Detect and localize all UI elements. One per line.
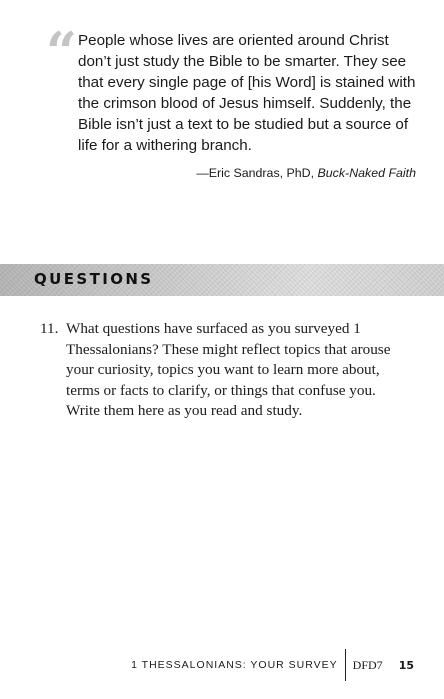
page-number: 15 [398, 658, 414, 672]
question-text: What questions have surfaced as you surveyed 1 Thessalonians? These might reflect topics that arouse your curiosity, topics you want to learn more about, terms or facts to clarify, or things that confuse you. Write them here as you read and study. [66, 320, 391, 419]
page-footer [131, 649, 414, 681]
question-item [40, 319, 412, 422]
quote-text: People whose lives are oriented around Christ don’t just study the Bible to be smarter. They see that every single page of [his Word] is stained with the crimson blood of Jesus himself. Suddenly, the Bible isn’t just a text to be studied but a source of life for a withering branch. [78, 32, 416, 154]
series-code: DFD7 [352, 657, 383, 672]
attribution-author: —Eric Sandras, PhD, [196, 166, 318, 180]
running-head: 1 THESSALONIANS: YOUR SURVEY [131, 659, 338, 671]
section-title: QUESTIONS [34, 270, 154, 288]
quote-mark-icon: “ [46, 20, 74, 84]
section-banner [0, 264, 444, 296]
attribution-book: Buck-Naked Faith [317, 166, 416, 180]
quote-attribution [46, 166, 416, 180]
question-number: 11. [40, 320, 59, 337]
pull-quote [46, 20, 416, 180]
